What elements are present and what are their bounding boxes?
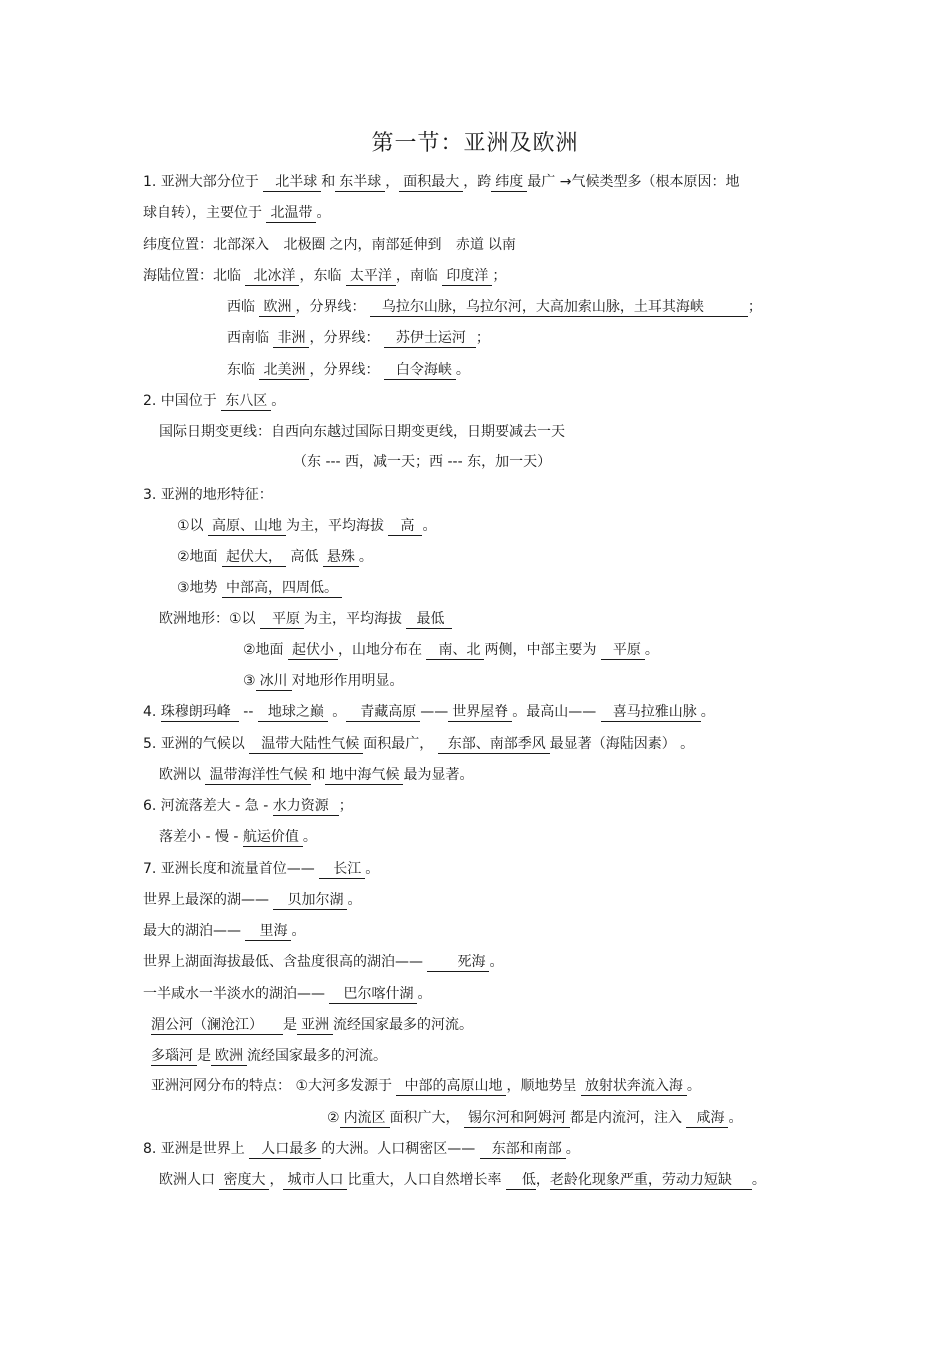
static-text: 。 (291, 923, 306, 939)
answer-blank: 苏伊士运河 (384, 329, 476, 348)
text-line (143, 1139, 580, 1159)
text-line (143, 859, 379, 879)
static-text: 。 (686, 1078, 701, 1094)
static-text: 都是内流河，注入 (570, 1110, 687, 1126)
static-text: 西南临 (227, 330, 274, 346)
static-text: 。最高山—— (512, 704, 601, 720)
static-text: 是 (197, 1048, 211, 1064)
answer-blank: 冰川 (256, 672, 292, 691)
static-text: ， (269, 1172, 284, 1188)
static-text: ② (327, 1110, 340, 1126)
static-text: 。 (422, 518, 437, 534)
static-text: 高低 (286, 549, 323, 565)
text-line (177, 578, 342, 598)
text-line (159, 765, 473, 785)
static-text: 。 (700, 704, 715, 720)
static-text: 世界上湖面海拔最低、含盐度很高的湖泊—— (143, 954, 428, 970)
static-text: 球自转），主要位于 (143, 205, 267, 221)
static-text: 最显著（海陆因素） 。 (549, 736, 695, 752)
answer-blank: 里海 (245, 922, 291, 941)
static-text: 和 (311, 767, 326, 783)
answer-blank: 地中海气候 (325, 766, 403, 785)
static-text: 。 (302, 829, 317, 845)
static-text: 东临 (227, 362, 260, 378)
text-line (177, 516, 436, 536)
text-line (293, 452, 551, 472)
answer-blank: 白令海峡 (384, 361, 456, 380)
answer-blank: 欧洲 (211, 1047, 247, 1066)
static-text: 欧洲人口 (159, 1172, 220, 1188)
static-text: ； (338, 798, 353, 814)
static-text: 。 (327, 704, 347, 720)
text-line (243, 671, 404, 691)
answer-blank: 放射状奔流入海 (581, 1077, 687, 1096)
text-line (151, 1015, 473, 1035)
text-line (143, 203, 330, 223)
static-text: ①以 (177, 518, 209, 534)
static-text: 。 (358, 549, 373, 565)
static-text: 之内，南部延伸到 (329, 237, 446, 253)
static-text: ，分界线： (295, 299, 370, 315)
text-line (151, 1046, 387, 1066)
static-text: 海陆位置：北临 (143, 268, 246, 284)
static-text: 最大的湖泊—— (143, 923, 246, 939)
text-line (143, 172, 739, 192)
static-text: 落差小 - 慢 - (159, 829, 243, 845)
answer-blank: 太平洋 (346, 267, 396, 286)
static-text: ，东临 (299, 268, 346, 284)
static-text: 面积最广， (363, 736, 438, 752)
text-line (143, 266, 506, 286)
answer-blank: 东部、南部季风 (438, 735, 550, 754)
answer-blank: 温带大陆性气候 (249, 735, 363, 754)
static-text: ； (747, 299, 762, 315)
answer-blank: 北温带 (266, 204, 316, 223)
static-text: 3. 亚洲的地形特征： (143, 487, 273, 503)
text-line (159, 827, 317, 847)
static-text: ，分界线： (309, 362, 384, 378)
answer-blank: 长江 (319, 860, 365, 879)
answer-blank: 内流区 (340, 1109, 390, 1128)
answer-blank: 东八区 (221, 392, 271, 411)
answer-blank: 咸海 (686, 1109, 728, 1128)
answer-blank: 水力资源 (273, 797, 339, 816)
static-text: ③ (243, 673, 256, 689)
static-text: 一半咸水一半淡水的湖泊—— (143, 986, 330, 1002)
answer-blank: 贝加尔湖 (273, 891, 347, 910)
answer-blank: 地球之巅 (258, 703, 328, 722)
answer-blank: 东半球 (335, 173, 385, 192)
static-text: 。 (489, 954, 504, 970)
answer-blank: 低 (506, 1171, 536, 1190)
static-text: 。 (347, 892, 362, 908)
answer-blank: 起伏小 (288, 641, 338, 660)
static-text: ，跨 (463, 174, 492, 190)
static-text: 。 (365, 861, 380, 877)
text-line (159, 422, 565, 442)
text-line (143, 391, 285, 411)
static-text: 1. 亚洲大部分位于 (143, 174, 264, 190)
answer-blank: 北美洲 (259, 361, 309, 380)
text-line (143, 485, 273, 505)
text-line (143, 921, 305, 941)
answer-blank: 青藏高原 (346, 703, 420, 722)
answer-blank: 温带海洋性气候 (205, 766, 311, 785)
static-text: -- (238, 704, 258, 720)
text-line (143, 734, 694, 754)
static-text: 纬度位置：北部深入 (143, 237, 274, 253)
answer-blank: 北半球 (263, 173, 321, 192)
static-text: 流经国家最多的河流。 (247, 1048, 387, 1064)
static-text: 欧洲地形：①以 (159, 611, 261, 627)
static-text: 。 (644, 642, 659, 658)
static-text: 世界上最深的湖—— (143, 892, 274, 908)
static-text: 。 (728, 1110, 743, 1126)
static-text: —— (420, 704, 449, 720)
answer-blank: 密度大 (219, 1171, 269, 1190)
static-text: 。 (751, 1172, 766, 1188)
answer-blank: 平原 (260, 610, 304, 629)
static-text: 8. 亚洲是世界上 (143, 1141, 250, 1157)
answer-blank: 欧洲 (259, 298, 295, 317)
answer-blank: 多瑙河 (151, 1047, 197, 1066)
static-text: （东 --- 西，减一天；西 --- 东，加一天） (293, 454, 552, 470)
static-text: 。 (455, 362, 470, 378)
static-text: 西临 (227, 299, 260, 315)
static-text: 4. (143, 704, 161, 720)
static-text: ， (535, 1172, 550, 1188)
static-text: 的大洲。人口稠密区—— (321, 1141, 480, 1157)
static-text: ，南临 (395, 268, 443, 284)
static-text: 最为显著。 (403, 767, 474, 783)
answer-blank: 锡尔河和阿姆河 (464, 1109, 570, 1128)
answer-blank: 亚洲 (297, 1016, 333, 1035)
static-text: 最广 →气候类型多（根本原因：地 (527, 174, 740, 190)
answer-blank: 珠穆朗玛峰 (161, 703, 239, 722)
static-text: ，顺地势呈 (506, 1078, 581, 1094)
static-text: ， (385, 174, 400, 190)
answer-blank: 湄公河（澜沧江） (151, 1016, 283, 1035)
text-line (177, 547, 373, 567)
static-text: 亚洲河网分布的特点： ①大河多发源于 (151, 1078, 397, 1094)
static-text: 6. 河流落差大 - 急 - (143, 798, 273, 814)
static-text: 。 (271, 393, 286, 409)
text-line (159, 609, 452, 629)
static-text: 。 (565, 1141, 580, 1157)
static-text: 为主，平均海拔 (304, 611, 407, 627)
answer-blank: 乌拉尔山脉，乌拉尔河，大高加索山脉，土耳其海峡 (370, 298, 748, 317)
answer-blank: 巴尔喀什湖 (329, 985, 417, 1004)
answer-blank: 北冰洋 (245, 267, 299, 286)
answer-blank: 纬度 (491, 173, 527, 192)
answer-blank: 中部高，四周低。 (222, 579, 342, 598)
text-line (143, 890, 361, 910)
answer-blank: 高 (388, 517, 422, 536)
static-text: 。 (316, 205, 331, 221)
static-text: 两侧，中部主要为 (484, 642, 601, 658)
static-text: 以南 (487, 237, 516, 253)
answer-blank: 老龄化现象严重，劳动力短缺 (550, 1171, 752, 1190)
static-text: 和 (321, 174, 336, 190)
answer-blank: 人口最多 (249, 1140, 321, 1159)
answer-blank: 印度洋 (442, 267, 492, 286)
static-text: ，分界线： (309, 330, 384, 346)
text-line (159, 1170, 766, 1190)
static-text: 是 (283, 1017, 297, 1033)
static-text: 国际日期变更线：自西向东越过国际日期变更线，日期要减去一天 (159, 424, 565, 440)
answer-blank: 高原、山地 (208, 517, 286, 536)
answer-text: 赤道 (455, 237, 484, 253)
answer-blank: 非洲 (273, 329, 309, 348)
text-line (227, 360, 470, 380)
static-text: ，山地分布在 (338, 642, 427, 658)
text-line (327, 1108, 742, 1128)
static-text: 流经国家最多的河流。 (333, 1017, 473, 1033)
answer-blank: 悬殊 (323, 548, 359, 567)
text-line (143, 952, 503, 972)
text-line (227, 297, 762, 317)
answer-blank: 起伏大， (222, 548, 286, 567)
static-text: 2. 中国位于 (143, 393, 222, 409)
text-line (151, 1076, 701, 1096)
static-text: 欧洲以 (159, 767, 206, 783)
answer-blank: 中部的高原山地 (396, 1077, 506, 1096)
answer-blank: 航运价值 (243, 828, 303, 847)
static-text: 对地形作用明显。 (291, 673, 404, 689)
answer-blank: 最低 (406, 610, 452, 629)
static-text: 比重大，人口自然增长率 (347, 1172, 506, 1188)
page-title: 第一节：亚洲及欧洲 (371, 131, 579, 156)
text-line (243, 640, 659, 660)
answer-blank: 南、北 (426, 641, 484, 660)
text-line (227, 328, 490, 348)
static-text: ②地面 (243, 642, 289, 658)
answer-blank: 死海 (427, 953, 489, 972)
text-line (143, 235, 516, 255)
static-text: ②地面 (177, 549, 223, 565)
answer-blank: 世界屋脊 (448, 703, 512, 722)
text-line (143, 796, 353, 816)
answer-blank: 面积最大 (399, 173, 463, 192)
answer-blank: 喜马拉雅山脉 (601, 703, 701, 722)
static-text: ； (492, 268, 507, 284)
answer-text: 北极圈 (283, 237, 326, 253)
static-text: 面积广大， (389, 1110, 465, 1126)
static-text: 5. 亚洲的气候以 (143, 736, 250, 752)
static-text: 7. 亚洲长度和流量首位—— (143, 861, 320, 877)
text-line (143, 984, 431, 1004)
static-text: ③地势 (177, 580, 223, 596)
answer-blank: 城市人口 (283, 1171, 347, 1190)
answer-blank: 东部和南部 (480, 1140, 566, 1159)
static-text: 为主，平均海拔 (286, 518, 389, 534)
static-text: 。 (417, 986, 432, 1002)
static-text: ； (475, 330, 490, 346)
answer-blank: 平原 (601, 641, 645, 660)
text-line (143, 702, 715, 722)
